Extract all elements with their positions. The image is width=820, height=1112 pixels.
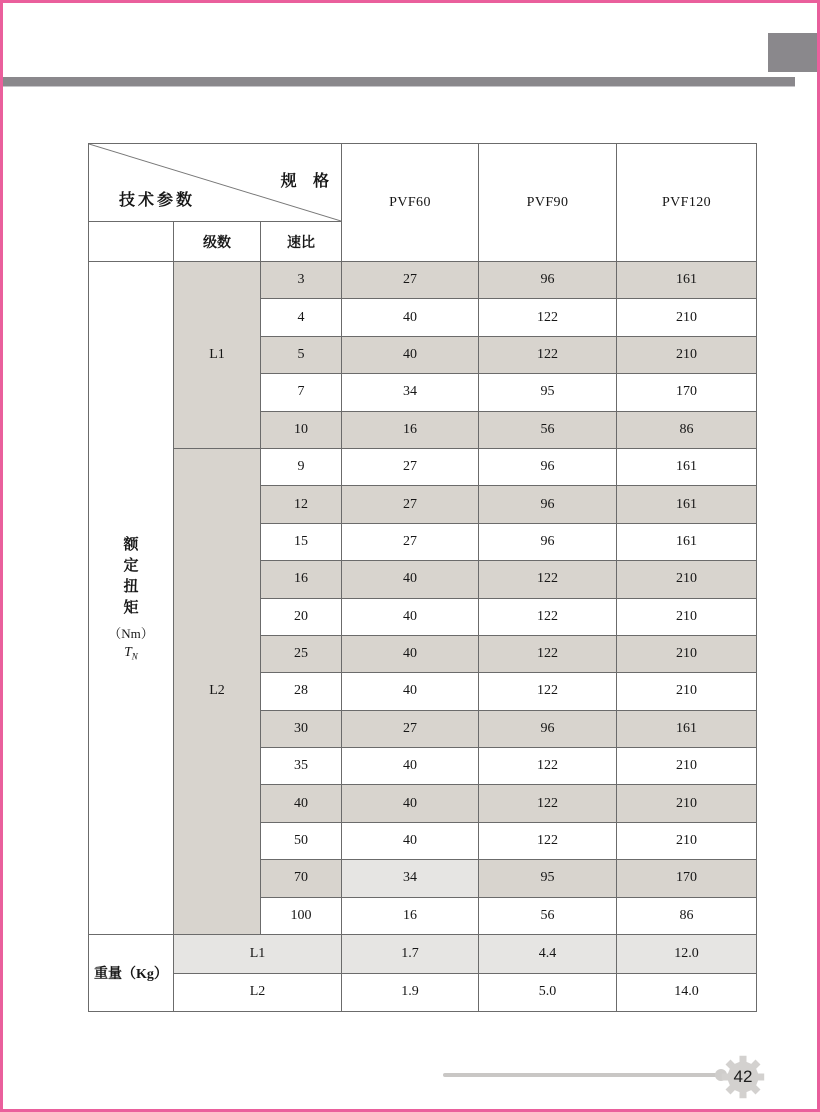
- value-cell: 40: [342, 748, 479, 785]
- value-cell: 96: [479, 262, 617, 299]
- weight-row: [89, 973, 757, 1012]
- value-cell: 86: [617, 897, 757, 934]
- ratio-cell: 3: [261, 262, 342, 299]
- value-cell: 27: [342, 710, 479, 747]
- ratio-cell: 70: [261, 860, 342, 897]
- value-cell: 56: [479, 411, 617, 448]
- stage-column-header: 级数: [174, 222, 261, 262]
- column-header-pvf120: PVF120: [617, 144, 757, 262]
- value-cell: 161: [617, 710, 757, 747]
- value-cell: 27: [342, 448, 479, 485]
- value-cell: 27: [342, 486, 479, 523]
- spec-corner-label: 规 格: [280, 173, 336, 190]
- value-cell: 34: [342, 860, 479, 897]
- empty-header-cell: [89, 222, 174, 262]
- value-cell: 27: [342, 523, 479, 560]
- value-cell: 210: [617, 299, 757, 336]
- stage-cell-l1: L1: [174, 262, 261, 449]
- value-cell: 95: [479, 374, 617, 411]
- footer-rule: [443, 1073, 719, 1077]
- ratio-cell: 10: [261, 411, 342, 448]
- top-divider-bar: [3, 77, 795, 87]
- value-cell: 40: [342, 822, 479, 859]
- ratio-cell: 35: [261, 748, 342, 785]
- value-cell: 96: [479, 710, 617, 747]
- tech-params-corner-label: 技术参数: [119, 192, 196, 209]
- value-cell: 96: [479, 486, 617, 523]
- value-cell: 170: [617, 860, 757, 897]
- value-cell: 210: [617, 748, 757, 785]
- value-cell: 210: [617, 635, 757, 672]
- value-cell: 122: [479, 822, 617, 859]
- ratio-cell: 7: [261, 374, 342, 411]
- ratio-cell: 30: [261, 710, 342, 747]
- value-cell: 1.7: [342, 935, 479, 974]
- value-cell: 210: [617, 785, 757, 822]
- stage-cell-l2: L2: [174, 448, 261, 934]
- value-cell: 210: [617, 598, 757, 635]
- value-cell: 122: [479, 336, 617, 373]
- value-cell: 14.0: [617, 973, 757, 1012]
- weight-stage-cell-l2: L2: [174, 973, 342, 1012]
- value-cell: 161: [617, 262, 757, 299]
- value-cell: 4.4: [479, 935, 617, 974]
- torque-unit: （Nm）: [108, 626, 154, 642]
- table-row: [89, 448, 757, 485]
- column-header-pvf90: PVF90: [479, 144, 617, 262]
- ratio-cell: 20: [261, 598, 342, 635]
- value-cell: 40: [342, 635, 479, 672]
- ratio-cell: 5: [261, 336, 342, 373]
- value-cell: 122: [479, 785, 617, 822]
- torque-label-char: 矩: [123, 599, 139, 617]
- ratio-cell: 16: [261, 561, 342, 598]
- ratio-cell: 28: [261, 673, 342, 710]
- column-header-pvf60: PVF60: [342, 144, 479, 262]
- value-cell: 122: [479, 635, 617, 672]
- value-cell: 27: [342, 262, 479, 299]
- ratio-cell: 25: [261, 635, 342, 672]
- weight-label: 重量（Kg）: [89, 935, 174, 1012]
- torque-axis-label: [89, 262, 174, 935]
- ratio-cell: 50: [261, 822, 342, 859]
- value-cell: 96: [479, 523, 617, 560]
- top-right-corner-block: [768, 33, 817, 72]
- value-cell: 161: [617, 523, 757, 560]
- value-cell: 210: [617, 561, 757, 598]
- value-cell: 34: [342, 374, 479, 411]
- ratio-cell: 15: [261, 523, 342, 560]
- value-cell: 122: [479, 299, 617, 336]
- value-cell: 170: [617, 374, 757, 411]
- value-cell: 122: [479, 598, 617, 635]
- ratio-column-header: 速比: [261, 222, 342, 262]
- weight-row: [89, 935, 757, 974]
- value-cell: 40: [342, 561, 479, 598]
- ratio-cell: 4: [261, 299, 342, 336]
- torque-label-char: 定: [123, 557, 139, 575]
- table-row: [89, 262, 757, 299]
- value-cell: 56: [479, 897, 617, 934]
- value-cell: 40: [342, 673, 479, 710]
- value-cell: 161: [617, 486, 757, 523]
- page-number-badge: [720, 1054, 766, 1100]
- value-cell: 95: [479, 860, 617, 897]
- ratio-cell: 12: [261, 486, 342, 523]
- value-cell: 1.9: [342, 973, 479, 1012]
- value-cell: 122: [479, 561, 617, 598]
- ratio-cell: 9: [261, 448, 342, 485]
- value-cell: 40: [342, 785, 479, 822]
- value-cell: 210: [617, 673, 757, 710]
- ratio-cell: 100: [261, 897, 342, 934]
- value-cell: 210: [617, 336, 757, 373]
- value-cell: 96: [479, 448, 617, 485]
- torque-label-stack: [89, 534, 173, 662]
- torque-symbol: $T_N$: [124, 644, 138, 662]
- value-cell: 16: [342, 897, 479, 934]
- diagonal-header-cell: [89, 144, 342, 222]
- value-cell: 5.0: [479, 973, 617, 1012]
- spec-table: [88, 143, 757, 1012]
- weight-stage-cell-l1: L1: [174, 935, 342, 974]
- ratio-cell: 40: [261, 785, 342, 822]
- torque-label-char: 扭: [123, 578, 139, 596]
- value-cell: 40: [342, 299, 479, 336]
- value-cell: 122: [479, 748, 617, 785]
- page-number: 42: [733, 1067, 753, 1086]
- value-cell: 12.0: [617, 935, 757, 974]
- value-cell: 40: [342, 598, 479, 635]
- value-cell: 122: [479, 673, 617, 710]
- value-cell: 16: [342, 411, 479, 448]
- value-cell: 161: [617, 448, 757, 485]
- value-cell: 40: [342, 336, 479, 373]
- torque-label-char: 额: [123, 536, 139, 554]
- value-cell: 86: [617, 411, 757, 448]
- value-cell: 210: [617, 822, 757, 859]
